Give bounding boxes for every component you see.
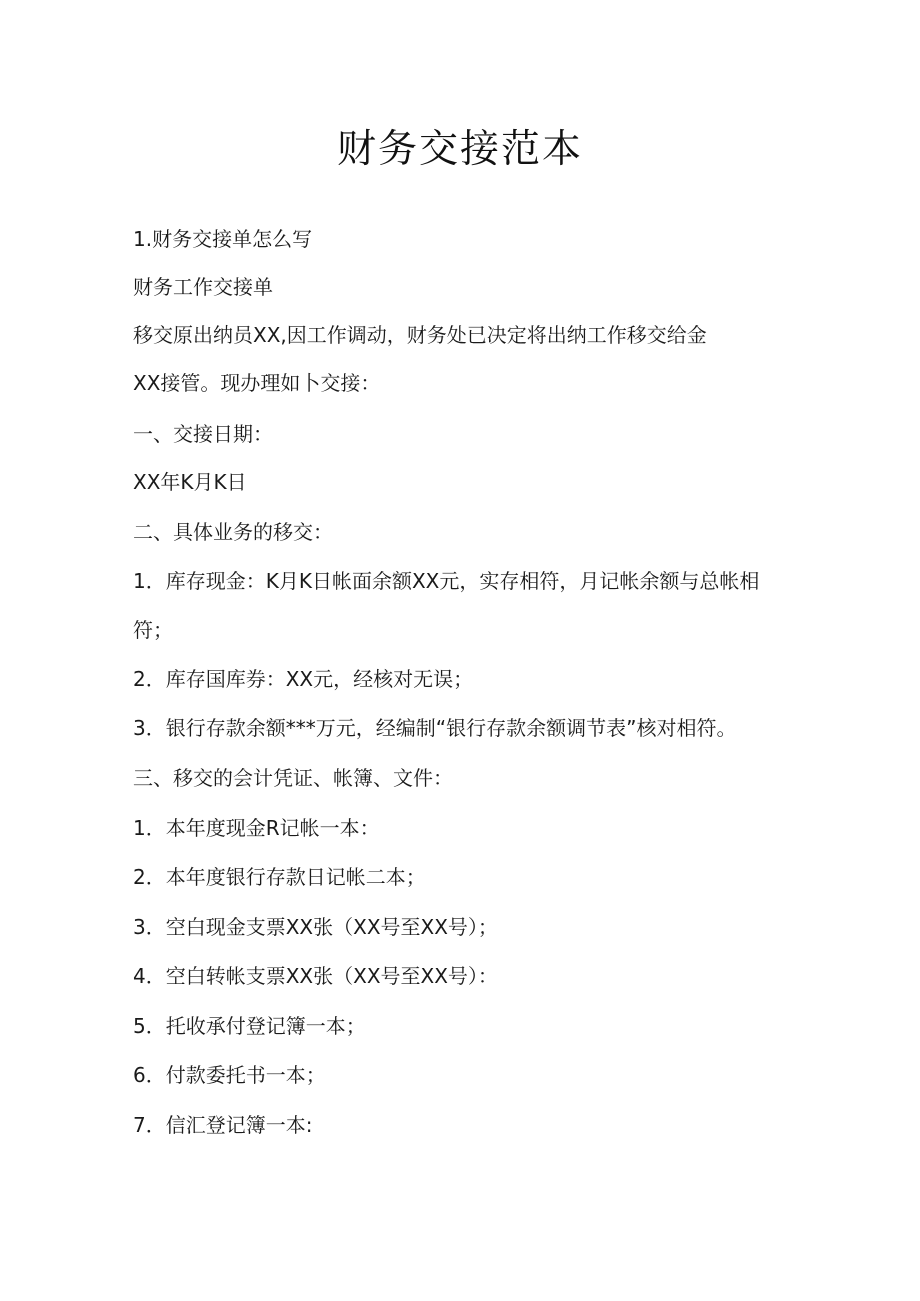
list-item: 1．库存现金：K月K日帐面余额XX元，实存相符，月记帐余额与总帐相 [133,569,760,593]
form-title: 财务工作交接单 [133,275,273,299]
list-item: 3．银行存款余额***万元，经编制“银行存款余额调节表”核对相符。 [133,716,737,740]
subsection-heading: 二、具体业务的移交： [133,520,333,544]
subsection-heading: 三、移交的会计凭证、帐簿、文件： [133,766,453,790]
section-heading-1: 1.财务交接单怎么写 [133,227,313,251]
document-title: 财务交接范本 [336,127,583,172]
list-item: 7．信汇登记簿一本: [133,1113,313,1137]
paragraph-line: XX接管。现办理如卜交接： [133,371,381,395]
list-item: 1．本年度现金R记帐一本： [133,816,380,840]
list-item: 5．托收承付登记簿一本； [133,1014,366,1038]
list-item: 2．本年度银行存款日记帐二本； [133,865,426,889]
list-item: 3．空白现金支票XX张（XX号至XX号）； [133,915,498,939]
list-item: 6．付款委托书一本； [133,1063,326,1087]
paragraph-line: 移交原出纳员XX,因工作调动，财务处已决定将出纳工作移交给金 [133,323,707,347]
list-item: 4．空白转帐支票XX张（XX号至XX号）： [133,964,498,988]
date-line: XX年K月K日 [133,470,247,494]
list-item-continuation: 符； [133,618,173,642]
subsection-heading: 一、交接日期： [133,422,273,446]
list-item: 2．库存国库券：XX元，经核对无误； [133,667,474,691]
